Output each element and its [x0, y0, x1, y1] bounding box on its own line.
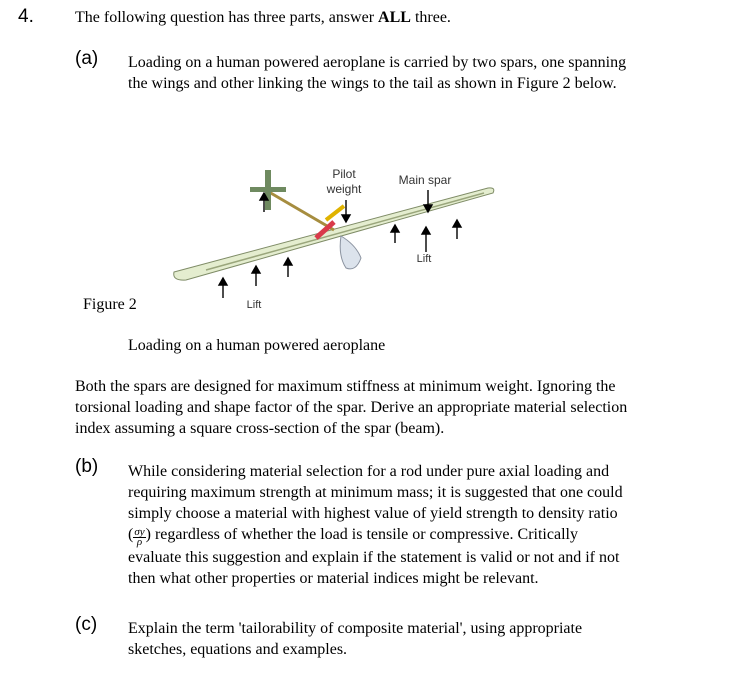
label-weight: weight [326, 182, 362, 196]
aeroplane-figure [166, 160, 506, 315]
part-b-line: While considering material selection for a rod under pure axial loading and [128, 463, 610, 480]
intro-suffix: three. [410, 9, 451, 26]
part-b-text [128, 461, 623, 589]
part-b-line: evaluate this suggestion and explain if the statement is valid or not and if not [128, 549, 620, 566]
part-b-line: requiring maximum strength at minimum mass; it is suggested that one could [128, 484, 623, 501]
intro-emphasis: ALL [378, 9, 411, 26]
part-c-line: sketches, equations and examples. [128, 641, 348, 658]
part-a-text [128, 52, 626, 94]
tail-spar [269, 192, 334, 230]
label-lift-left: Lift [246, 299, 262, 311]
part-b-line4-suffix: regardless of whether the load is tensile or compressive. Critically [150, 526, 578, 543]
question-number: 4. [18, 6, 34, 27]
part-a-body-line: Both the spars are designed for maximum stiffness at minimum weight. Ignoring the [75, 378, 616, 395]
part-b-line: simply choose a material with highest value of yield strength to density ratio [128, 505, 618, 522]
intro-prefix: The following question has three parts, answer [75, 9, 379, 26]
label-pilot: Pilot [332, 167, 356, 181]
part-c-label: (c) [75, 614, 98, 635]
figure-label: Figure 2 [83, 296, 137, 313]
part-a-text-line: the wings and other linking the wings to the tail as shown in Figure 2 below. [128, 75, 617, 92]
label-main-spar: Main spar [398, 173, 452, 187]
part-b-label: (b) [75, 456, 99, 477]
part-b-line: then what other properties or material indices might be relevant. [128, 570, 539, 587]
tail-plane [250, 187, 286, 192]
part-a-body-line: torsional loading and shape factor of the spar. Derive an appropriate material selection [75, 399, 628, 416]
ratio-denominator: ρ [136, 536, 143, 548]
part-a-body-line: index assuming a square cross-section of the spar (beam). [75, 420, 445, 437]
label-lift-right: Lift [416, 253, 432, 265]
cockpit [340, 236, 361, 269]
part-a-text-line: Loading on a human powered aeroplane is carried by two spars, one spanning [128, 54, 627, 71]
part-c-text [128, 618, 582, 660]
part-a-body [75, 376, 627, 439]
part-c-line: Explain the term 'tailorability of composite material', using appropriate [128, 620, 583, 637]
part-b-line-ratio: ( $\frac{\sigma y}{\rho}$ ) regardless of whether the load is tensile or compressive. Critically [128, 526, 578, 548]
figure-caption: Loading on a human powered aeroplane [128, 337, 386, 354]
part-a-label: (a) [75, 48, 99, 69]
ratio-fraction [133, 528, 145, 547]
pilot-body [326, 206, 344, 220]
ratio-numerator: σy [134, 526, 145, 538]
question-intro [75, 9, 451, 27]
